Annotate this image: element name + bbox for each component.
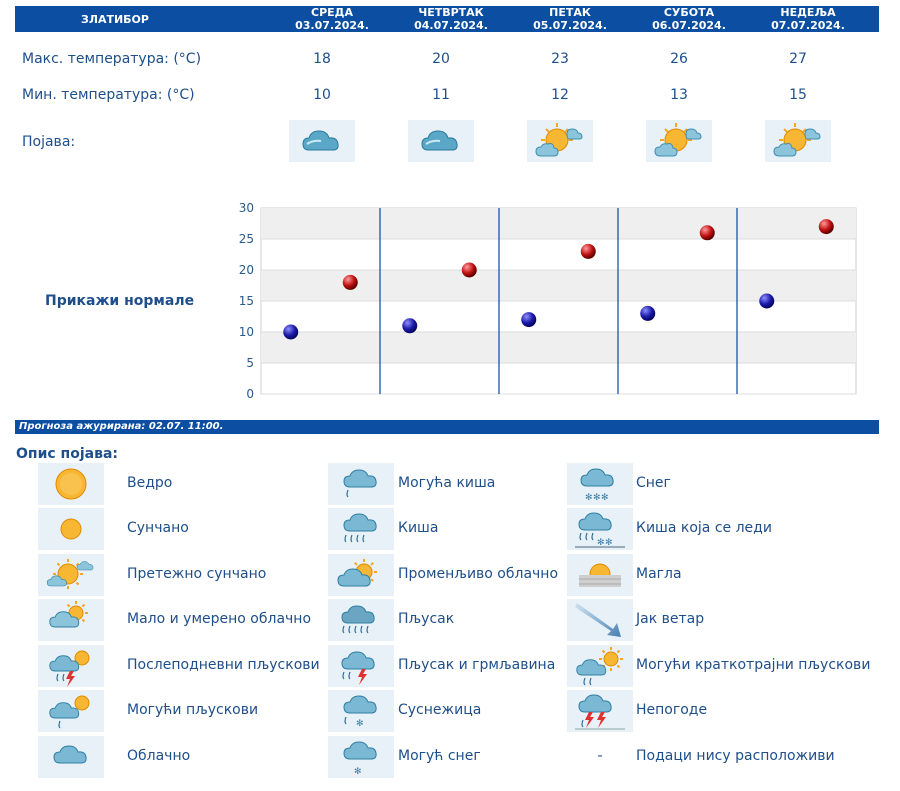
cloudy-icon [38, 736, 104, 778]
sleet-icon [328, 690, 394, 732]
temperature-chart [226, 198, 866, 400]
y-tick-label: 15 [238, 294, 254, 308]
day-date: 03.07.2024. [295, 19, 369, 32]
min-temp-point [640, 306, 655, 321]
max-temp-value: 18 [313, 51, 331, 67]
max-temp-value: 20 [432, 51, 450, 67]
legend-label: Киша која се леди [636, 520, 772, 536]
mostly-sunny-icon [38, 554, 104, 596]
y-tick-label: 10 [238, 325, 254, 339]
svg-text:✻: ✻ [354, 767, 362, 777]
min-temp-value: 10 [313, 87, 331, 103]
day-date: 06.07.2024. [652, 19, 726, 32]
show-normals-link[interactable]: Прикажи нормале [45, 293, 195, 309]
legend-label: Непогоде [636, 702, 708, 718]
svg-text:✻: ✻ [356, 719, 364, 729]
legend-label: Сунчано [127, 520, 189, 536]
afternoon-showers-icon [38, 645, 104, 687]
variable-cloudy-icon [328, 554, 394, 596]
max-temp-point [700, 225, 715, 240]
short-showers-icon [567, 645, 633, 687]
y-tick-label: 0 [246, 387, 254, 400]
day-header-4 [634, 6, 744, 32]
max-temp-point [819, 219, 834, 234]
legend-label: Могућа киша [398, 475, 496, 491]
strong-wind-icon [567, 599, 633, 641]
no-data-dash: - [597, 748, 603, 764]
svg-text:✻: ✻ [601, 493, 609, 503]
legend-label: Пљусак и грмљавина [398, 657, 556, 673]
legend-label: Пљусак [398, 611, 455, 627]
possible-showers-icon [38, 690, 104, 732]
cloudy-icon [289, 120, 355, 162]
partly-cloudy-icon [38, 599, 104, 641]
clear-icon [38, 463, 104, 505]
legend-title: Опис појава: [16, 446, 118, 462]
legend-label: Облачно [127, 748, 191, 764]
day-header-3 [515, 6, 625, 32]
max-temp-point [581, 244, 596, 259]
legend-label: Послеподневни пљускови [127, 657, 320, 673]
grid-band [261, 208, 856, 239]
y-tick-label: 5 [246, 356, 254, 370]
legend-label: Мало и умерено облачно [127, 611, 312, 627]
max-temp-value: 23 [551, 51, 569, 67]
day-date: 04.07.2024. [414, 19, 488, 32]
max-temp-point [462, 263, 477, 278]
day-name: ЧЕТВРТАК [418, 6, 484, 19]
legend-label: Могући пљускови [127, 702, 259, 718]
y-tick-label: 20 [238, 263, 254, 277]
forecast-header [15, 6, 879, 32]
min-temp-value: 15 [789, 87, 807, 103]
shower-icon [328, 599, 394, 641]
min-temp-point [402, 318, 417, 333]
day-name: СРЕДА [311, 6, 353, 19]
location-name: ЗЛАТИБОР [81, 13, 149, 26]
forecast-updated-text: Прогноза ажурирана: 02.07. 11:00. [19, 421, 224, 432]
legend-label: Подаци нису расположиви [636, 748, 835, 764]
min-temp-value: 11 [432, 87, 450, 103]
min-temp-value: 13 [670, 87, 688, 103]
svg-text:✻: ✻ [597, 538, 605, 548]
max-temp-label: Макс. температура: (°C) [22, 51, 202, 67]
min-temp-label: Мин. температура: (°C) [22, 87, 195, 103]
svg-text:✻: ✻ [585, 493, 593, 503]
legend-label: Променљиво облачно [398, 566, 559, 582]
legend-label: Могућ снег [398, 748, 481, 764]
legend-label: Суснежица [398, 702, 482, 718]
y-tick-label: 25 [238, 232, 254, 246]
max-temp-point [343, 275, 358, 290]
possible-rain-icon [328, 463, 394, 505]
thunder-shower-icon [328, 645, 394, 687]
freezing-rain-icon [567, 508, 633, 550]
day-header-5 [753, 6, 863, 32]
min-temp-value: 12 [551, 87, 569, 103]
sunny-icon [38, 508, 104, 550]
legend-label: Јак ветар [636, 611, 705, 627]
day-header-1 [277, 6, 387, 32]
fog-icon [567, 554, 633, 596]
svg-text:✻: ✻ [605, 538, 613, 548]
legend-label: Претежно сунчано [127, 566, 267, 582]
day-header-2 [396, 6, 506, 32]
rain-icon [328, 508, 394, 550]
mostly-sunny-icon [527, 120, 593, 162]
mostly-sunny-icon [765, 120, 831, 162]
min-temp-point [283, 325, 298, 340]
max-temp-value: 27 [789, 51, 807, 67]
max-temp-value: 26 [670, 51, 688, 67]
phenomenon-label: Појава: [22, 134, 76, 150]
legend-label: Снег [636, 475, 671, 491]
mostly-sunny-icon [646, 120, 712, 162]
legend-label: Киша [398, 520, 439, 536]
snow-icon [567, 463, 633, 505]
min-temp-point [759, 294, 774, 309]
day-date: 05.07.2024. [533, 19, 607, 32]
forecast-updated-bar [15, 420, 879, 434]
legend-label: Ведро [127, 475, 173, 491]
legend-label: Могући краткотрајни пљускови [636, 657, 871, 673]
day-name: СУБОТА [663, 6, 715, 19]
cloudy-icon [408, 120, 474, 162]
day-name: ПЕТАК [549, 6, 591, 19]
y-tick-label: 30 [238, 201, 254, 215]
possible-snow-icon [328, 736, 394, 778]
day-date: 07.07.2024. [771, 19, 845, 32]
grid-band [261, 332, 856, 363]
min-temp-point [521, 312, 536, 327]
legend-label: Магла [636, 566, 682, 582]
svg-text:✻: ✻ [593, 493, 601, 503]
day-name: НЕДЕЉА [780, 6, 836, 19]
storm-icon [567, 690, 633, 732]
